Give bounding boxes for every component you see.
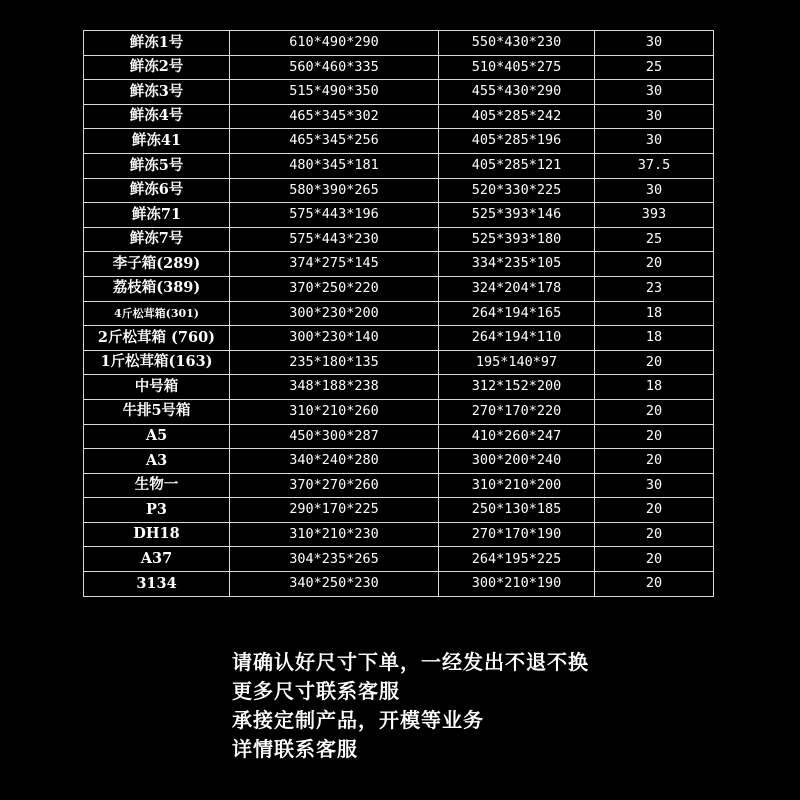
- outer-size-cell: 304*235*265: [230, 547, 439, 572]
- outer-size-cell: 465*345*302: [230, 104, 439, 129]
- outer-size-cell: 300*230*200: [230, 301, 439, 326]
- box-name-cell: A37: [84, 547, 230, 572]
- box-name-cell: P3: [84, 498, 230, 523]
- table-row: [84, 424, 714, 449]
- box-size-table-body: [84, 31, 714, 597]
- table-row: [84, 326, 714, 351]
- box-name-cell: 鲜冻5号: [84, 153, 230, 178]
- inner-size-cell: 195*140*97: [439, 350, 595, 375]
- extra-value-cell: 30: [595, 80, 714, 105]
- table-row: [84, 449, 714, 474]
- table-row: [84, 572, 714, 597]
- extra-value-cell: 20: [595, 424, 714, 449]
- box-name-cell: 鲜冻7号: [84, 227, 230, 252]
- inner-size-cell: 264*194*165: [439, 301, 595, 326]
- extra-value-cell: 20: [595, 498, 714, 523]
- inner-size-cell: 525*393*180: [439, 227, 595, 252]
- extra-value-cell: 30: [595, 129, 714, 154]
- extra-value-cell: 20: [595, 350, 714, 375]
- notice-line-contact: 详情联系客服: [232, 737, 358, 761]
- table-row: [84, 31, 714, 56]
- box-name-cell: 2斤松茸箱 (760): [84, 326, 230, 351]
- table-row: [84, 153, 714, 178]
- table-row: [84, 129, 714, 154]
- extra-value-cell: 20: [595, 449, 714, 474]
- box-name-cell: 李子箱(289): [84, 252, 230, 277]
- table-row: [84, 104, 714, 129]
- inner-size-cell: 300*200*240: [439, 449, 595, 474]
- box-name-cell: 鲜冻71: [84, 203, 230, 228]
- outer-size-cell: 370*270*260: [230, 473, 439, 498]
- inner-size-cell: 525*393*146: [439, 203, 595, 228]
- inner-size-cell: 264*195*225: [439, 547, 595, 572]
- extra-value-cell: 30: [595, 104, 714, 129]
- inner-size-cell: 312*152*200: [439, 375, 595, 400]
- notice-line-no-return: 请确认好尺寸下单，一经发出不退不换: [232, 650, 589, 674]
- outer-size-cell: 340*250*230: [230, 572, 439, 597]
- inner-size-cell: 270*170*190: [439, 522, 595, 547]
- box-name-cell: 鲜冻3号: [84, 80, 230, 105]
- table-row: [84, 375, 714, 400]
- box-name-cell: A3: [84, 449, 230, 474]
- table-row: [84, 227, 714, 252]
- extra-value-cell: 25: [595, 227, 714, 252]
- outer-size-cell: 374*275*145: [230, 252, 439, 277]
- table-row: [84, 473, 714, 498]
- outer-size-cell: 465*345*256: [230, 129, 439, 154]
- extra-value-cell: 20: [595, 547, 714, 572]
- outer-size-cell: 300*230*140: [230, 326, 439, 351]
- inner-size-cell: 455*430*290: [439, 80, 595, 105]
- outer-size-cell: 610*490*290: [230, 31, 439, 56]
- extra-value-cell: 20: [595, 399, 714, 424]
- outer-size-cell: 575*443*196: [230, 203, 439, 228]
- table-row: [84, 276, 714, 301]
- table-row: [84, 55, 714, 80]
- inner-size-cell: 334*235*105: [439, 252, 595, 277]
- extra-value-cell: 30: [595, 31, 714, 56]
- box-name-cell: 生物一: [84, 473, 230, 498]
- outer-size-cell: 348*188*238: [230, 375, 439, 400]
- extra-value-cell: 20: [595, 252, 714, 277]
- inner-size-cell: 324*204*178: [439, 276, 595, 301]
- extra-value-cell: 393: [595, 203, 714, 228]
- extra-value-cell: 37.5: [595, 153, 714, 178]
- table-row: [84, 522, 714, 547]
- table-row: [84, 178, 714, 203]
- extra-value-cell: 30: [595, 178, 714, 203]
- extra-value-cell: 30: [595, 473, 714, 498]
- inner-size-cell: 520*330*225: [439, 178, 595, 203]
- outer-size-cell: 560*460*335: [230, 55, 439, 80]
- notice-line-more-sizes: 更多尺寸联系客服: [232, 679, 400, 703]
- box-name-cell: 4斤松茸箱(301): [84, 301, 230, 326]
- extra-value-cell: 20: [595, 572, 714, 597]
- table-row: [84, 80, 714, 105]
- outer-size-cell: 575*443*230: [230, 227, 439, 252]
- outer-size-cell: 515*490*350: [230, 80, 439, 105]
- inner-size-cell: 550*430*230: [439, 31, 595, 56]
- outer-size-cell: 290*170*225: [230, 498, 439, 523]
- table-row: [84, 301, 714, 326]
- box-name-cell: 中号箱: [84, 375, 230, 400]
- inner-size-cell: 405*285*121: [439, 153, 595, 178]
- notice-text-block: [232, 648, 772, 764]
- box-name-cell: 鲜冻6号: [84, 178, 230, 203]
- table-row: [84, 203, 714, 228]
- table-row: [84, 350, 714, 375]
- box-size-table: [83, 30, 714, 597]
- box-name-cell: DH18: [84, 522, 230, 547]
- inner-size-cell: 510*405*275: [439, 55, 595, 80]
- outer-size-cell: 480*345*181: [230, 153, 439, 178]
- table-row: [84, 399, 714, 424]
- inner-size-cell: 250*130*185: [439, 498, 595, 523]
- box-name-cell: 1斤松茸箱(163): [84, 350, 230, 375]
- extra-value-cell: 23: [595, 276, 714, 301]
- extra-value-cell: 25: [595, 55, 714, 80]
- inner-size-cell: 300*210*190: [439, 572, 595, 597]
- inner-size-cell: 405*285*242: [439, 104, 595, 129]
- table-row: [84, 252, 714, 277]
- table-row: [84, 547, 714, 572]
- inner-size-cell: 410*260*247: [439, 424, 595, 449]
- box-name-cell: 鲜冻1号: [84, 31, 230, 56]
- table-row: [84, 498, 714, 523]
- outer-size-cell: 370*250*220: [230, 276, 439, 301]
- inner-size-cell: 405*285*196: [439, 129, 595, 154]
- outer-size-cell: 450*300*287: [230, 424, 439, 449]
- box-name-cell: 鲜冻2号: [84, 55, 230, 80]
- notice-line-custom-orders: 承接定制产品，开模等业务: [232, 708, 484, 732]
- box-name-cell: 鲜冻4号: [84, 104, 230, 129]
- inner-size-cell: 264*194*110: [439, 326, 595, 351]
- extra-value-cell: 18: [595, 301, 714, 326]
- extra-value-cell: 20: [595, 522, 714, 547]
- inner-size-cell: 270*170*220: [439, 399, 595, 424]
- extra-value-cell: 18: [595, 375, 714, 400]
- box-name-cell: 牛排5号箱: [84, 399, 230, 424]
- outer-size-cell: 235*180*135: [230, 350, 439, 375]
- inner-size-cell: 310*210*200: [439, 473, 595, 498]
- box-name-cell: 鲜冻41: [84, 129, 230, 154]
- box-name-cell: 3134: [84, 572, 230, 597]
- outer-size-cell: 310*210*260: [230, 399, 439, 424]
- extra-value-cell: 18: [595, 326, 714, 351]
- outer-size-cell: 310*210*230: [230, 522, 439, 547]
- box-name-cell: 荔枝箱(389): [84, 276, 230, 301]
- outer-size-cell: 340*240*280: [230, 449, 439, 474]
- box-name-cell: A5: [84, 424, 230, 449]
- outer-size-cell: 580*390*265: [230, 178, 439, 203]
